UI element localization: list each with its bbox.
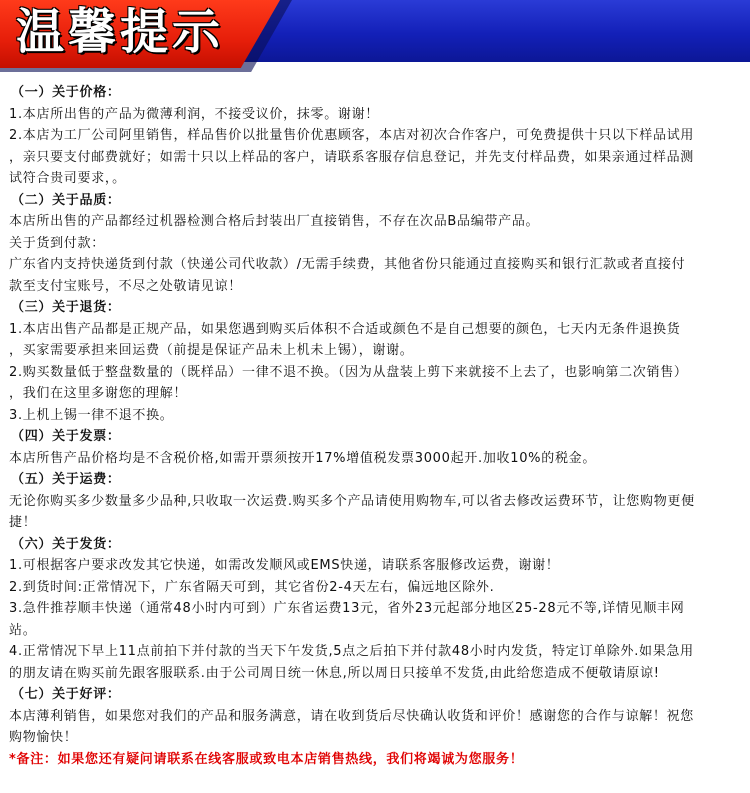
notice-line: 购物愉快！ xyxy=(9,730,78,745)
notice-line: 的朋友请在购买前先跟客服联系.由于公司周日统一休息,所以周日只接单不发货,由此给您造成不便敬请原谅! xyxy=(9,665,660,681)
notice-line: 关于货到付款： xyxy=(9,235,105,251)
notice-line: ，买家需要承担来回运费（前提是保证产品未上机未上锡），谢谢。 xyxy=(9,343,414,358)
notice-line: 捷！ xyxy=(9,515,37,530)
notice-line: 3.上机上锡一律不退不换。 xyxy=(9,407,174,423)
notice-line: 2.购买数量低于整盘数量的（既样品）一律不退不换。（因为从盘装上剪下来就接不上去了，也影响第二次销售） xyxy=(9,364,688,380)
section-heading: （三）关于退货： xyxy=(11,300,121,315)
notice-line: 广东省内支持快递货到付款（快递公司代收款）/无需手续费，其他省份只能通过直接购买和银行汇款或者直接付 xyxy=(9,257,686,272)
notice-line: 1.可根据客户要求改发其它快递，如需改发顺风或EMS快递，请联系客服修改运费，谢谢！ xyxy=(9,558,560,573)
notice-line: 本店所售产品价格均是不含税价格,如需开票须按开17%增值税发票3000起开.加收10%的税金。 xyxy=(9,450,597,466)
section-heading: （二）关于品质： xyxy=(11,192,121,208)
header-banner xyxy=(0,0,750,74)
section-heading: （六）关于发货： xyxy=(11,536,121,552)
section-heading: （四）关于发票： xyxy=(11,429,121,444)
notice-line: 试符合贵司要求，。 xyxy=(9,171,126,186)
notice-line: 2.本店为工厂公司阿里销售，样品售价以批量售价优惠顾客，本店对初次合作客户，可免费提供十只以下样品试用 xyxy=(9,128,695,143)
notice-line: 3.急件推荐顺丰快递（通常48小时内可到）广东省运费13元，省外23元起部分地区25-28元不等,详情见顺丰网 xyxy=(9,601,685,616)
notice-line: 本店薄利销售，如果您对我们的产品和服务满意，请在收到货后尽快确认收货和评价！感谢您的合作与谅解！祝您 xyxy=(9,708,695,724)
notice-line: 4.正常情况下早上11点前拍下并付款的当天下午发货,5点之后拍下并付款48小时内发货，特定订单除外.如果急用 xyxy=(9,644,694,659)
notice-line: 站。 xyxy=(9,622,37,638)
section-heading: （五）关于运费： xyxy=(11,472,121,487)
notice-line: ，我们在这里多谢您的理解！ xyxy=(9,386,188,401)
remark-note: *备注：如果您还有疑问请联系在线客服或致电本店销售热线，我们将竭诚为您服务！ xyxy=(9,751,524,767)
notice-content xyxy=(0,74,750,770)
notice-line: 本店所出售的产品都经过机器检测合格后封装出厂直接销售，不存在次品B品编带产品。 xyxy=(9,214,540,229)
notice-line: 无论你购买多少数量多少品种,只收取一次运费.购买多个产品请使用购物车,可以省去修改运费环节，让您购物更便 xyxy=(9,493,695,509)
notice-line: 1.本店所出售的产品为微薄利润，不接受议价，抹零。谢谢！ xyxy=(9,106,380,122)
notice-line: ，亲只要支付邮费就好；如需十只以上样品的客户，请联系客服存信息登记，并先支付样品费，如果亲通过样品测 xyxy=(9,149,695,165)
notice-line: 款至支付宝账号，不尽之处敬请见谅！ xyxy=(9,278,242,294)
notice-line: 1.本店出售产品都是正规产品，如果您遇到购买后体积不合适或颜色不是自己想要的颜色，七天内无条件退换货 xyxy=(9,321,681,337)
notice-line: 2.到货时间:正常情况下，广东省隔天可到，其它省份2-4天左右，偏远地区除外. xyxy=(9,579,495,595)
banner-title: 温馨提示 xyxy=(16,4,225,60)
section-heading: （一）关于价格： xyxy=(11,85,121,100)
section-heading: （七）关于好评： xyxy=(11,687,121,702)
